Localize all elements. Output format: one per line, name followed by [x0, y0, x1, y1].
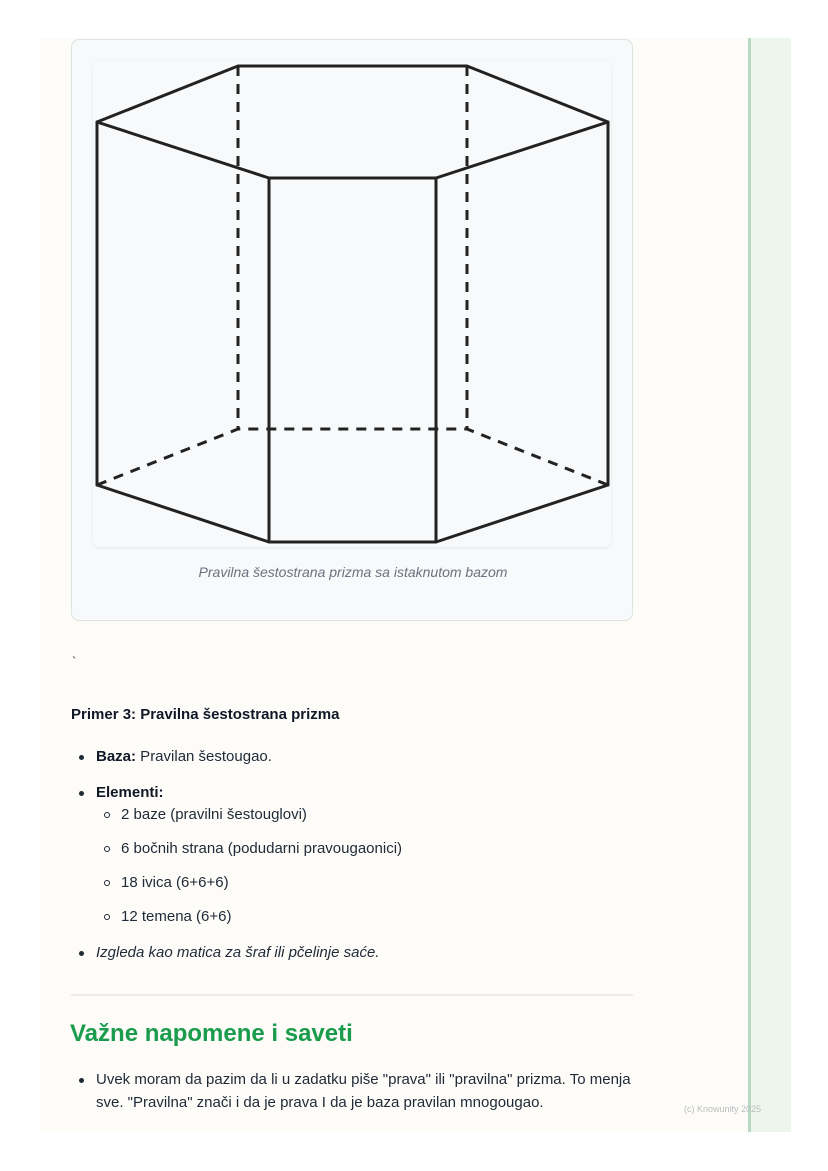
list-item-analogy: Izgleda kao matica za šraf ili pčelinje saće. [71, 942, 641, 964]
hexagonal-prism-diagram [72, 40, 634, 622]
figure-caption: Pravilna šestostrana prizma sa istaknutom bazom [198, 564, 508, 580]
copyright-footer: (c) Knowunity 2025 [684, 1104, 762, 1114]
sublist-item: 18 ivica (6+6+6) [96, 872, 641, 894]
item-label: Elementi: [96, 784, 164, 801]
tips-list [71, 1068, 646, 1114]
stray-backtick: ` [72, 654, 77, 669]
sublist-item: 6 bočnih strana (podudarni pravougaonici) [96, 838, 641, 860]
section-heading: Važne napomene i saveti [70, 1020, 353, 1047]
tip-item: Uvek moram da pazim da li u zadatku piše "prava" ili "pravilna" prizma. To menja sve. "Pravilna" znači i da je prava I da je baza pravilan mnogougao. [71, 1068, 646, 1114]
example-list [71, 746, 641, 978]
item-label: Baza: [96, 748, 137, 765]
list-item-base [71, 746, 641, 768]
elements-sublist [96, 804, 641, 928]
list-item-elements [71, 782, 641, 928]
sublist-item: 2 baze (pravilni šestouglovi) [96, 804, 641, 826]
section-divider [71, 994, 633, 996]
item-text: Pravilan šestougao. [136, 748, 272, 765]
sublist-item: 12 temena (6+6) [96, 906, 641, 928]
right-margin-bar [748, 38, 791, 1132]
figure-card [71, 39, 633, 621]
example-title: Primer 3: Pravilna šestostrana prizma [71, 706, 340, 723]
